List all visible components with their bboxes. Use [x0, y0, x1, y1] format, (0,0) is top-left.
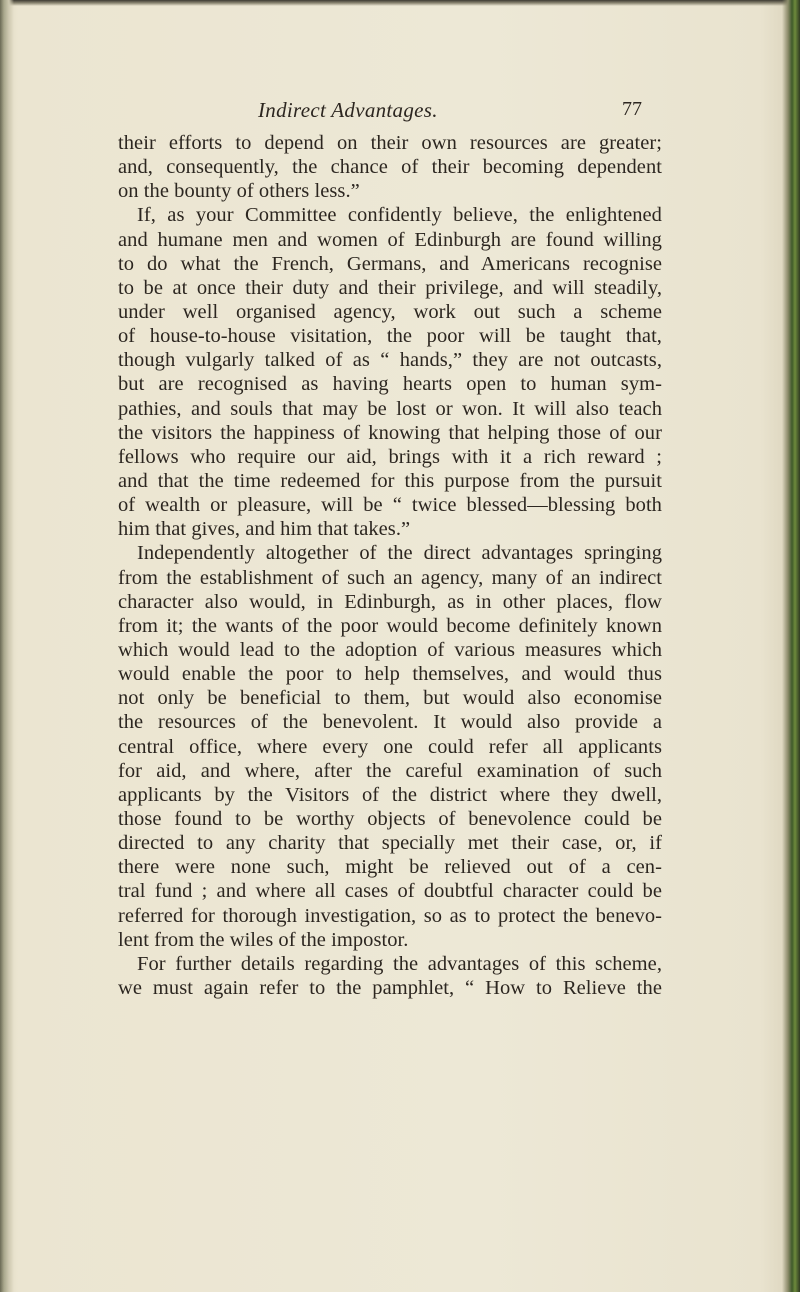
text-line: character also would, in Edinburgh, as in other places, flow: [118, 590, 662, 613]
text-line: to do what the French, Germans, and Americans recognise: [118, 252, 662, 275]
text-line: referred for thorough investigation, so as to protect the benevo-: [118, 904, 662, 927]
text-line: Independently altogether of the direct advantages springing: [137, 542, 662, 565]
text-line: would enable the poor to help themselves, and would thus: [118, 663, 662, 686]
text-line: on the bounty of others less.”: [118, 180, 360, 203]
text-line: him that gives, and him that takes.”: [118, 518, 411, 541]
text-line: not only be beneficial to them, but would also economise: [118, 687, 662, 710]
text-line: the resources of the benevolent. It would also provide a: [118, 711, 662, 734]
page-top-edge: [0, 0, 800, 6]
text-line: those found to be worthy objects of benevolence could be: [118, 807, 662, 830]
text-line: from the establishment of such an agency, many of an indirect: [118, 566, 662, 589]
text-line: For further details regarding the advantages of this scheme,: [137, 952, 662, 975]
text-line: fellows who require our aid, brings with it a rich reward ;: [118, 445, 662, 468]
text-line: though vulgarly talked of as “ hands,” they are not outcasts,: [118, 349, 662, 372]
text-line: there were none such, might be relieved out of a cen-: [118, 856, 662, 879]
text-line: and, consequently, the chance of their becoming dependent: [118, 156, 662, 179]
text-line: If, as your Committee confidently believe, the enlightened: [137, 204, 662, 227]
text-line: their efforts to depend on their own resources are greater;: [118, 132, 662, 154]
text-line: of wealth or pleasure, will be “ twice blessed—blessing both: [118, 494, 662, 517]
text-line: and humane men and women of Edinburgh are found willing: [118, 228, 662, 251]
text-line: which would lead to the adoption of various measures which: [118, 638, 662, 661]
text-line: under well organised agency, work out such a scheme: [118, 300, 662, 323]
text-line: from it; the wants of the poor would become definitely known: [118, 614, 662, 637]
page-number: 77: [622, 98, 642, 120]
text-line: to be at once their duty and their privilege, and will steadily,: [118, 276, 662, 299]
text-line: tral fund ; and where all cases of doubtful character could be: [118, 880, 662, 903]
text-line: and that the time redeemed for this purpose from the pursuit: [118, 469, 662, 492]
running-title: Indirect Advantages.: [258, 98, 438, 122]
text-line: lent from the wiles of the impostor.: [118, 928, 409, 951]
text-line: of house-to-house visitation, the poor will be taught that,: [118, 325, 662, 348]
text-line: pathies, and souls that may be lost or won. It will also teach: [118, 397, 662, 420]
page-right-edge: [782, 0, 800, 1292]
text-line: but are recognised as having hearts open to human sym-: [118, 373, 662, 396]
text-line: applicants by the Visitors of the district where they dwell,: [118, 783, 662, 806]
body-text: [118, 131, 662, 1000]
page-binding-shadow: [0, 0, 14, 1292]
text-line: directed to any charity that specially met their case, or, if: [118, 832, 662, 855]
text-line: the visitors the happiness of knowing that helping those of our: [118, 421, 662, 444]
text-line: we must again refer to the pamphlet, “ How to Relieve the: [118, 976, 662, 999]
page-header: [0, 98, 800, 128]
text-line: for aid, and where, after the careful examination of such: [118, 759, 662, 782]
text-line: central office, where every one could refer all applicants: [118, 735, 662, 758]
